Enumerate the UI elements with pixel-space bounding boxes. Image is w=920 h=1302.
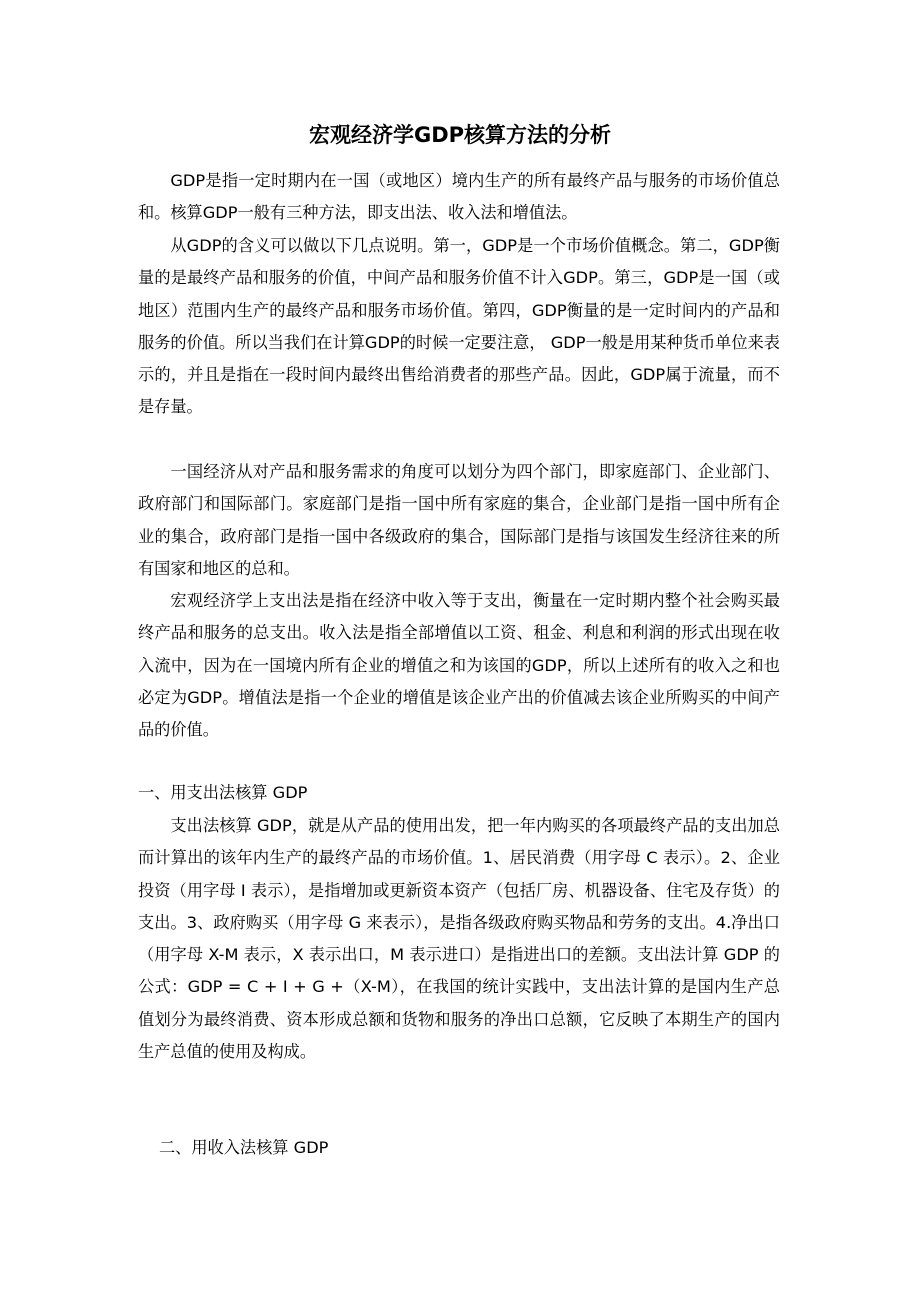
paragraph-expenditure-method: 支出法核算 GDP，就是从产品的使用出发，把一年内购买的各项最终产品的支出加总而计算出的该年内生产的最终产品的市场价值。1、居民消费（用字母 C 表示）。2、企业投资（用字母 I 表示），是指增加或更新资本资产（包括厂房、机器设备、住宅及存货）的支出。3、政府购买（用字母 G 来表示），是指各级政府购买物品和劳务的支出。4.净出口（用字母 X-M 表示，X 表示出口，M 表示进口）是指进出口的差额。支出法计算 GDP 的公式：GDP = C + I + G +（X-M），在我国的统计实践中，支出法计算的是国内生产总值划分为最终消费、资本形成总额和货物和服务的净出口总额，它反映了本期生产的国内生产总值的使用及构成。: [138, 816, 780, 1062]
paragraph-three-methods: 宏观经济学上支出法是指在经济中收入等于支出，衡量在一定时期内整个社会购买最终产品和服务的总支出。收入法是指全部增值以工资、租金、利息和利润的形式出现在收入流中，因为在一国境内所有企业的增值之和为该国的GDP，所以上述所有的收入之和也必定为GDP。增值法是指一个企业的增值是该企业产出的价值减去该企业所购买的中间产品的价值。: [138, 591, 780, 740]
paragraph-gdp-definition: GDP是指一定时期内在一国（或地区）境内生产的所有最终产品与服务的市场价值总和。核算GDP一般有三种方法，即支出法、收入法和增值法。: [138, 171, 780, 223]
paragraph-four-sectors: 一国经济从对产品和服务需求的角度可以划分为四个部门，即家庭部门、企业部门、政府部门和国际部门。家庭部门是指一国中所有家庭的集合，企业部门是指一国中所有企业的集合，政府部门是指一国中各级政府的集合，国际部门是指与该国发生经济往来的所有国家和地区的总和。: [138, 462, 780, 578]
section-heading-expenditure: 一、用支出法核算 GDP: [138, 783, 308, 802]
section-heading-income: 二、用收入法核算 GDP: [159, 1138, 329, 1157]
paragraph-gdp-meaning: 从GDP的含义可以做以下几点说明。第一，GDP是一个市场价值概念。第二，GDP衡量的是最终产品和服务的价值，中间产品和服务价值不计入GDP。第三，GDP是一国（或地区）范围内生产的最终产品和服务市场价值。第四，GDP衡量的是一定时间内的产品和服务的价值。所以当我们在计算GDP的时候一定要注意， GDP一般是用某种货币单位来表示的，并且是指在一段时间内最终出售给消费者的那些产品。因此，GDP属于流量，而不是存量。: [138, 236, 780, 417]
document-title: 宏观经济学GDP核算方法的分析: [308, 123, 612, 147]
